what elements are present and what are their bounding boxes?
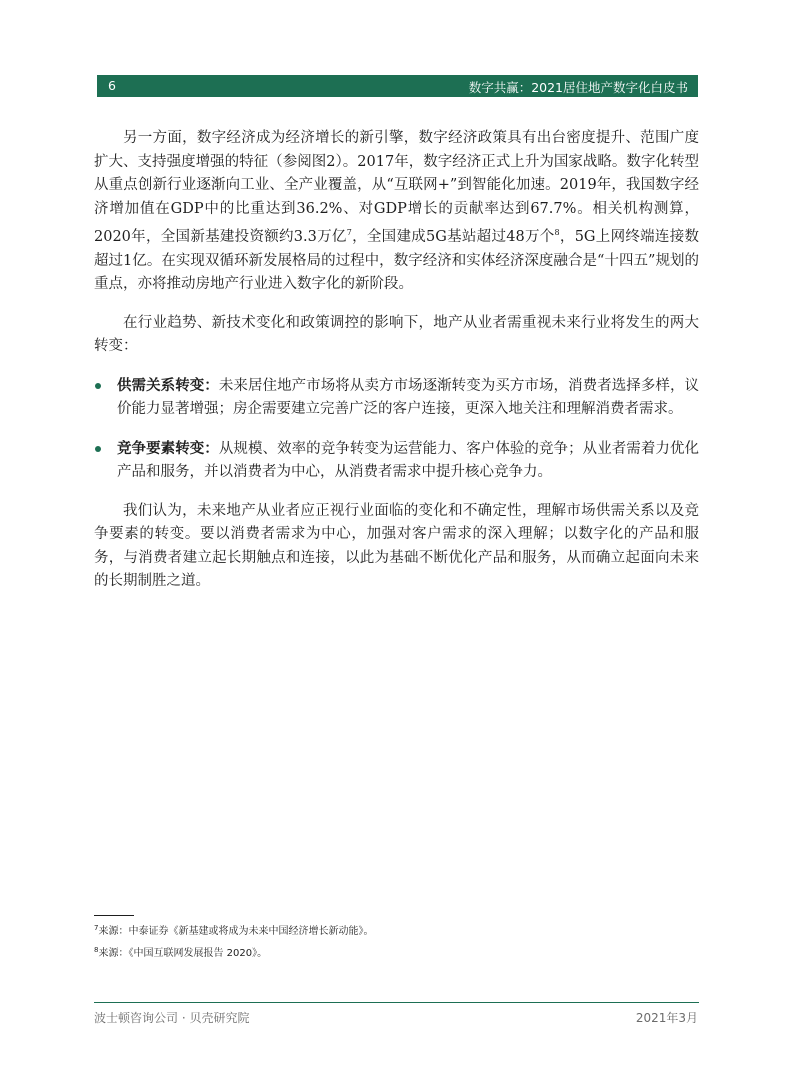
bullet-text: 从规模、效率的竞争转变为运营能力、客户体验的竞争；从业者需着力优化产品和服务，并以消费者为中心，从消费者需求中提升核心竞争力。 [117,440,699,480]
paragraph-2: 在行业趋势、新技术变化和政策调控的影响下，地产从业者需重视未来行业将发生的两大转变： [94,314,699,354]
footnotes [94,919,373,963]
bullet-item-competition [94,437,699,485]
bullet-title: 供需关系转变： [117,376,219,394]
page-header-bar [97,75,698,97]
bullet-title: 竞争要素转变： [117,439,219,457]
footnote-8 [94,941,373,963]
paragraph-3: 我们认为，未来地产从业者应正视行业面临的变化和不确定性，理解市场供需关系以及竞争要素的转变。要以消费者需求为中心，加强对客户需求的深入理解；以数字化的产品和服务，与消费者建立起长期触点和连接，以此为基础不断优化产品和服务，从而确立起面向未来的长期制胜之道。 [94,502,699,589]
footnote-text: 来源：《中国互联网发展报告 2020》。 [98,948,268,959]
footnote-ref-7[interactable]: 7 [346,228,352,237]
paragraph-1-part-1: 另一方面，数字经济成为经济增长的新引擎，数字经济政策具有出台密度提升、范围广度扩大、支持强度增强的特征（参阅图2）。2017年，数字经济正式上升为国家战略。数字化转型从重点创新行业逐渐向工业、全产业覆盖，从“互联网+”到智能化加速。2019年，我国数字经济增加值在GDP中的比重达到36.2%、对GDP增长的贡献率达到67.7%。相关机构测算，2020年，全国新基建投资额约3.3万亿 [94,130,699,245]
footnote-divider [94,915,134,916]
footer-divider [94,1002,699,1003]
footnote-number: 8 [94,946,99,954]
bullet-text: 未来居住地产市场将从卖方市场逐渐转变为买方市场，消费者选择多样，议价能力显著增强；房企需要建立完善广泛的客户连接，更深入地关注和理解消费者需求。 [117,377,699,417]
document-title: 数字共赢：2021居住地产数字化白皮书 [468,80,688,95]
bullet-item-supply-demand [94,374,699,422]
footnote-7 [94,919,373,941]
footnote-number: 7 [94,924,99,932]
page-number: 6 [108,78,116,93]
footer-publisher: 波士顿咨询公司 · 贝壳研究院 [94,1011,250,1025]
footer-date: 2021年3月 [635,1011,698,1025]
footnote-ref-8[interactable]: 8 [554,228,560,237]
paragraph-1-part-2: ，全国建成5G基站超过48万个 [351,229,555,245]
paragraph-1 [94,127,699,297]
bullet-dot-icon [95,383,101,389]
bullet-list [94,374,699,485]
paragraph-1-part-3: ，5G上网终端连接数超过1亿。在实现双循环新发展格局的过程中，数字经济和实体经济深度融合是“十四五”规划的重点，亦将推动房地产行业进入数字化的新阶段。 [94,229,699,292]
body-text [94,127,699,594]
bullet-dot-icon [95,446,101,452]
footnote-text: 来源：中泰证券《新基建或将成为未来中国经济增长新动能》。 [98,926,374,937]
